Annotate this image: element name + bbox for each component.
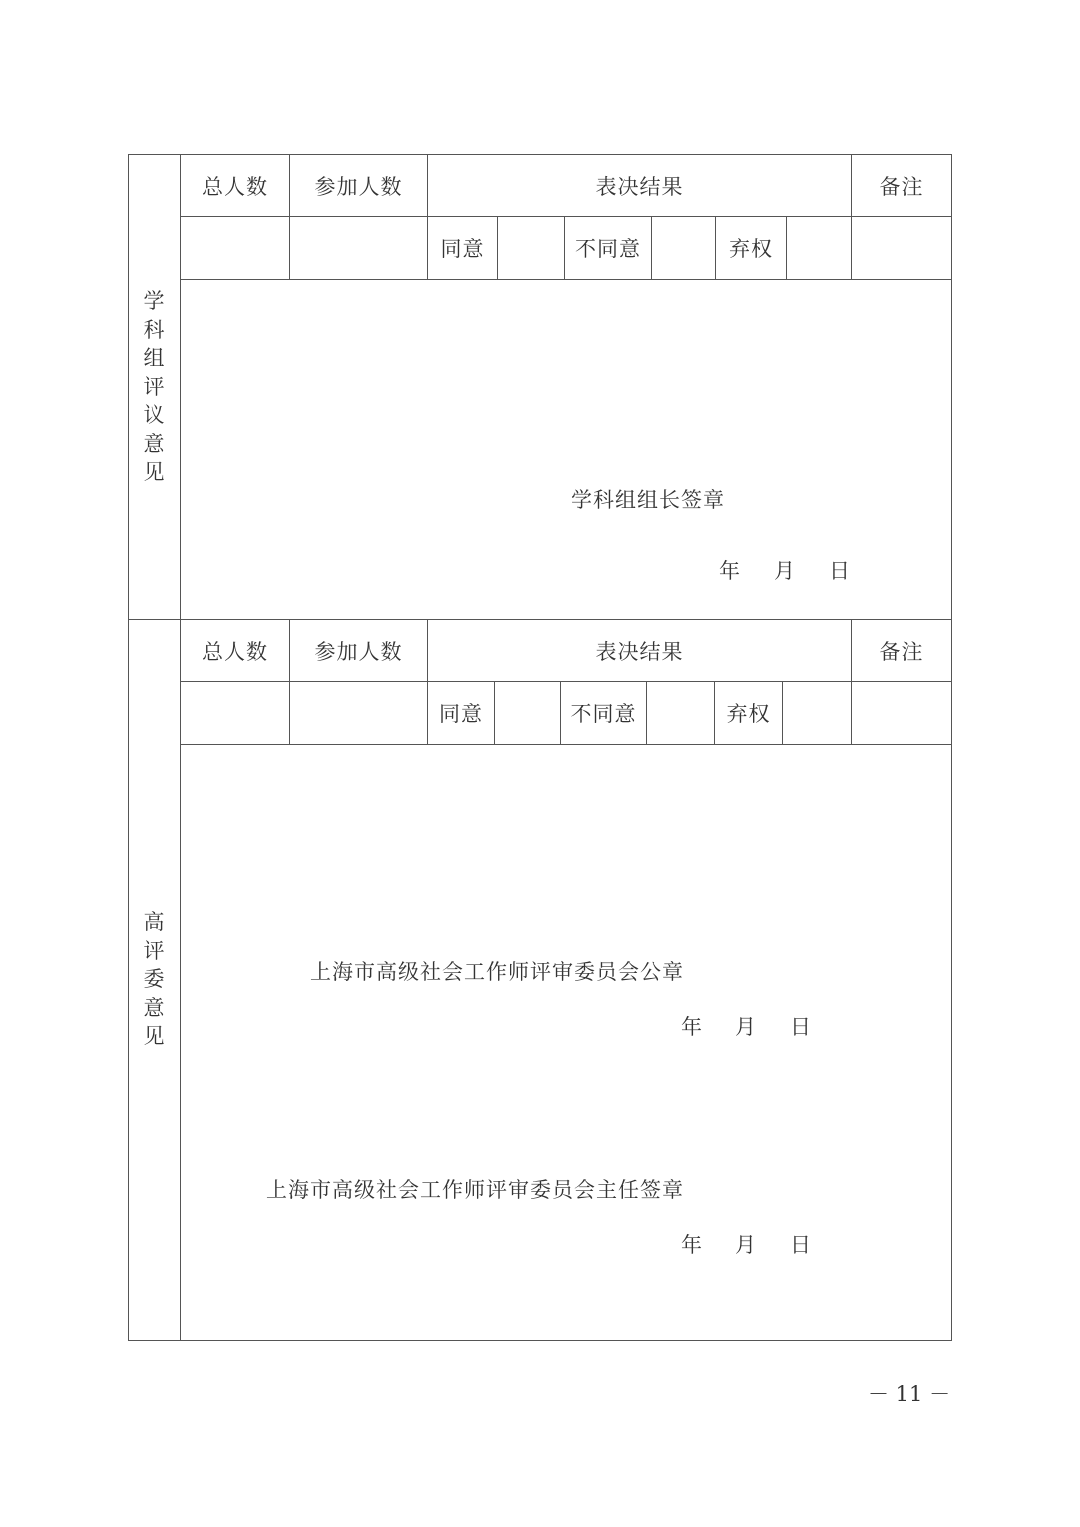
s1-date-year: 年 [719,559,741,583]
s2-vote-divider [494,681,495,745]
s2-vote-abstain: 弃权 [726,702,771,726]
s1-date-month: 月 [774,559,796,583]
s1-vote-divider [497,216,498,280]
s1-vote-divider [651,216,652,280]
s2-side-char: 意 [143,995,165,1020]
s1-header-total: 总人数 [202,174,268,199]
s2-header-remarks: 备注 [879,639,924,664]
s2-director-signature-label: 上海市高级社会工作师评审委员会主任签章 [266,1178,684,1202]
s2-vote-divider [646,681,647,745]
s1-header-remarks: 备注 [879,174,924,199]
s1-side-char: 学 [143,289,165,313]
s1-side-char: 议 [143,403,165,427]
s2-vote-agree: 同意 [439,702,483,726]
page-number: － 11 － [868,1382,951,1406]
s2-seal-date-month: 月 [735,1015,757,1039]
s2-seal-date-year: 年 [681,1015,703,1039]
s1-vote-divider [786,216,787,280]
s2-side-label [129,908,179,1051]
s2-header-participants: 参加人数 [314,639,403,664]
s2-vote-row-bottom [180,744,952,745]
s2-header-total: 总人数 [202,639,268,664]
s1-header-participants: 参加人数 [314,174,403,199]
s2-side-char: 评 [143,938,165,963]
s2-vote-disagree: 不同意 [570,702,637,726]
s2-vote-divider [782,681,783,745]
s1-side-char: 科 [143,317,165,342]
s2-side-char: 委 [143,967,165,991]
s1-side-char: 意 [143,431,165,456]
s1-header-vote-result: 表决结果 [595,174,684,199]
s1-side-char: 见 [143,460,165,484]
s1-signature-label: 学科组组长签章 [571,488,725,512]
s2-director-date-month: 月 [735,1233,757,1257]
s2-seal-date-day: 日 [790,1015,812,1039]
s1-side-char: 评 [143,374,165,399]
s2-side-char: 高 [143,910,165,934]
s1-date-day: 日 [829,559,851,583]
s2-seal-label: 上海市高级社会工作师评审委员会公章 [310,960,684,984]
table-right-border [951,154,952,1341]
s2-director-date-day: 日 [790,1233,812,1257]
s2-side-char: 见 [143,1024,165,1048]
s1-vote-row-bottom [180,279,952,280]
s2-director-date-year: 年 [681,1233,703,1257]
s1-side-char: 组 [143,346,165,370]
label-column-divider [180,154,181,1341]
s2-header-vote-result: 表决结果 [595,639,684,664]
s1-vote-disagree: 不同意 [575,237,641,261]
s1-side-label [129,287,179,487]
s1-vote-agree: 同意 [440,237,485,261]
table-bottom-border [128,1340,952,1341]
s1-vote-abstain: 弃权 [729,237,773,261]
